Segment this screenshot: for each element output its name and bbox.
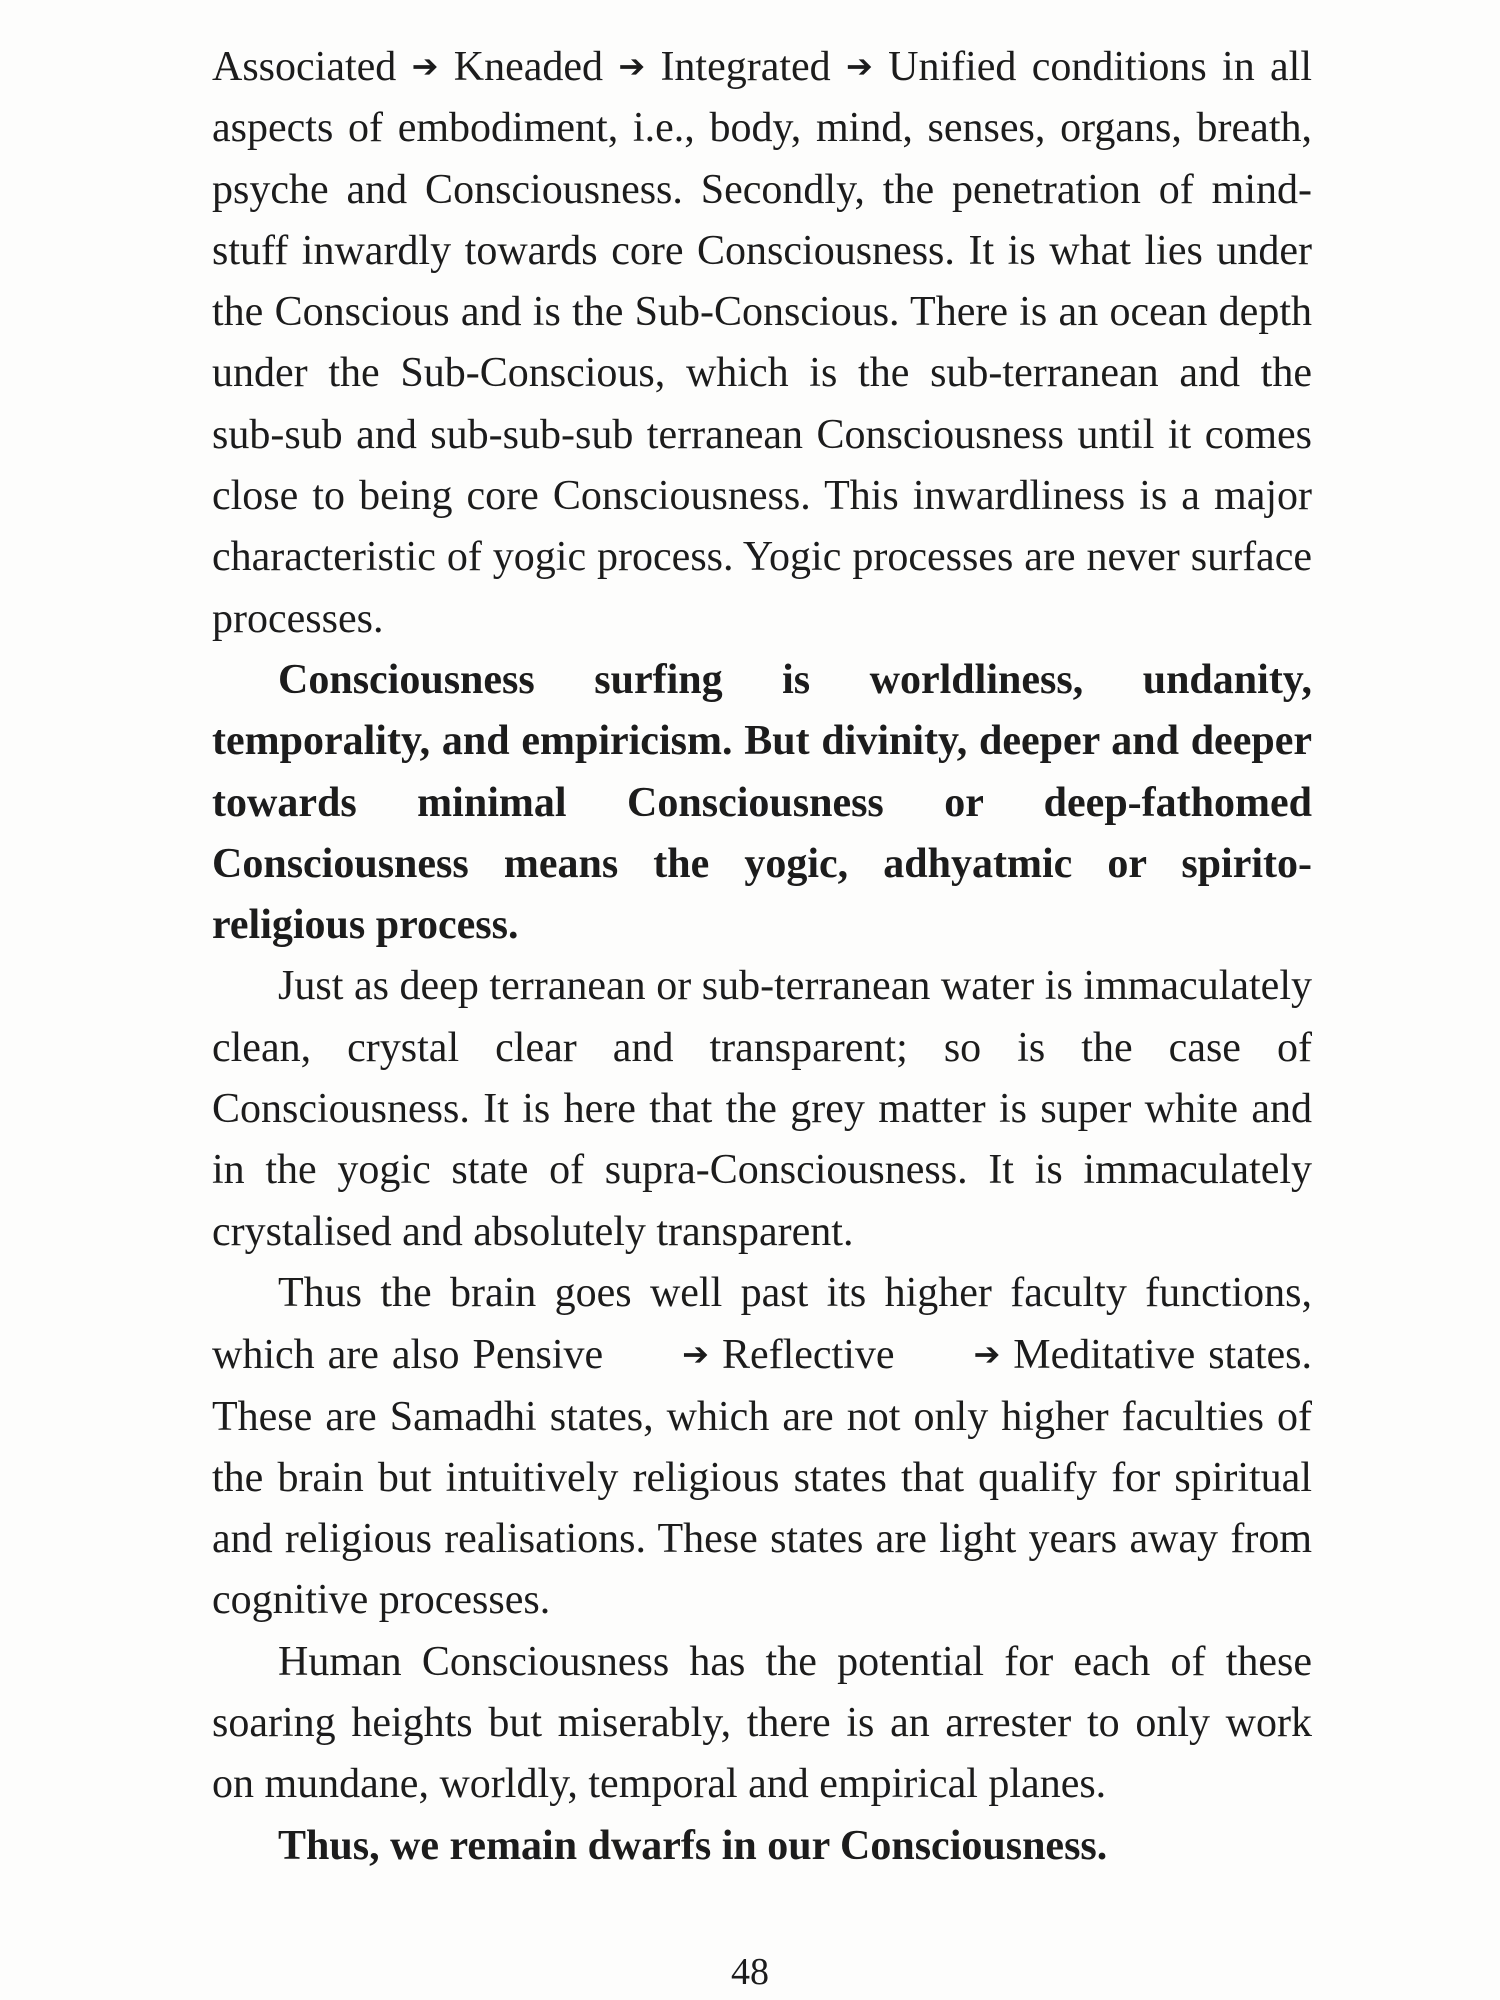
arrow-icon: ➔: [846, 48, 873, 84]
word-integrated: Integrated: [660, 44, 831, 90]
arrow-icon: ➔: [682, 1336, 709, 1373]
paragraph-2-bold: Consciousness surfing is worldliness, undanity, temporality, and empiricism. But divinity, deeper and deeper towards minimal Consciousness or deep-fathomed Consciousness means the yogic, adhyatmic or spirito-religious process.: [212, 656, 1312, 949]
word-kneaded: Kneaded: [453, 44, 603, 90]
paragraph-4-start: Thus the brain goes well past its higher faculty functions, which are also: [212, 1269, 1312, 1379]
word-pensive: Pensive: [472, 1332, 604, 1379]
paragraph-1-text: Unified conditions in all aspects of embodiment, i.e., body, mind, senses, organs, breath, psyche and Consciousness. Secondly, the penetration of mind-stuff inwardly towards core Consciousness. It is what lies under the Conscious and is the Sub-Conscious. There is an ocean depth under the Sub-Conscious, which is the sub-terranean and the sub-sub and sub-sub-sub terranean Consciousness until it comes close to being core Consciousness. This inwardliness is a major characteristic of yogic process. Yogic processes are never surface processes.: [212, 44, 1312, 642]
arrow-icon: ➔: [618, 48, 646, 84]
arrow-icon: ➔: [973, 1336, 1001, 1373]
paragraph-5: Human Consciousness has the potential for each of these soaring heights but miserably, there is an arrester to only work on mundane, worldly, temporal and empirical planes.: [212, 1638, 1312, 1808]
paragraph-6-bold: Thus, we remain dwarfs in our Consciousness.: [278, 1822, 1108, 1869]
word-associated: Associated: [212, 44, 397, 90]
paragraph-4-text: Meditative states. These are Samadhi states, which are not only higher faculties of the brain but intuitively religious states that qualify for spiritual and religious realisations. These states are light years away from cognitive processes.: [212, 1332, 1313, 1624]
arrow-icon: ➔: [411, 48, 439, 84]
paragraph-1: [212, 36, 1312, 650]
paragraph-4: [212, 1263, 1312, 1632]
page-number: 48: [731, 1951, 769, 1993]
body-text: [212, 36, 1312, 1877]
word-reflective: Reflective: [721, 1332, 895, 1379]
paragraph-3: Just as deep terranean or sub-terranean water is immaculately clean, crystal clear and transparent; so is the case of Consciousness. It is here that the grey matter is super white and in the yogic state of supra-Consciousness. It is immaculately crystalised and absolutely transparent.: [212, 963, 1312, 1255]
